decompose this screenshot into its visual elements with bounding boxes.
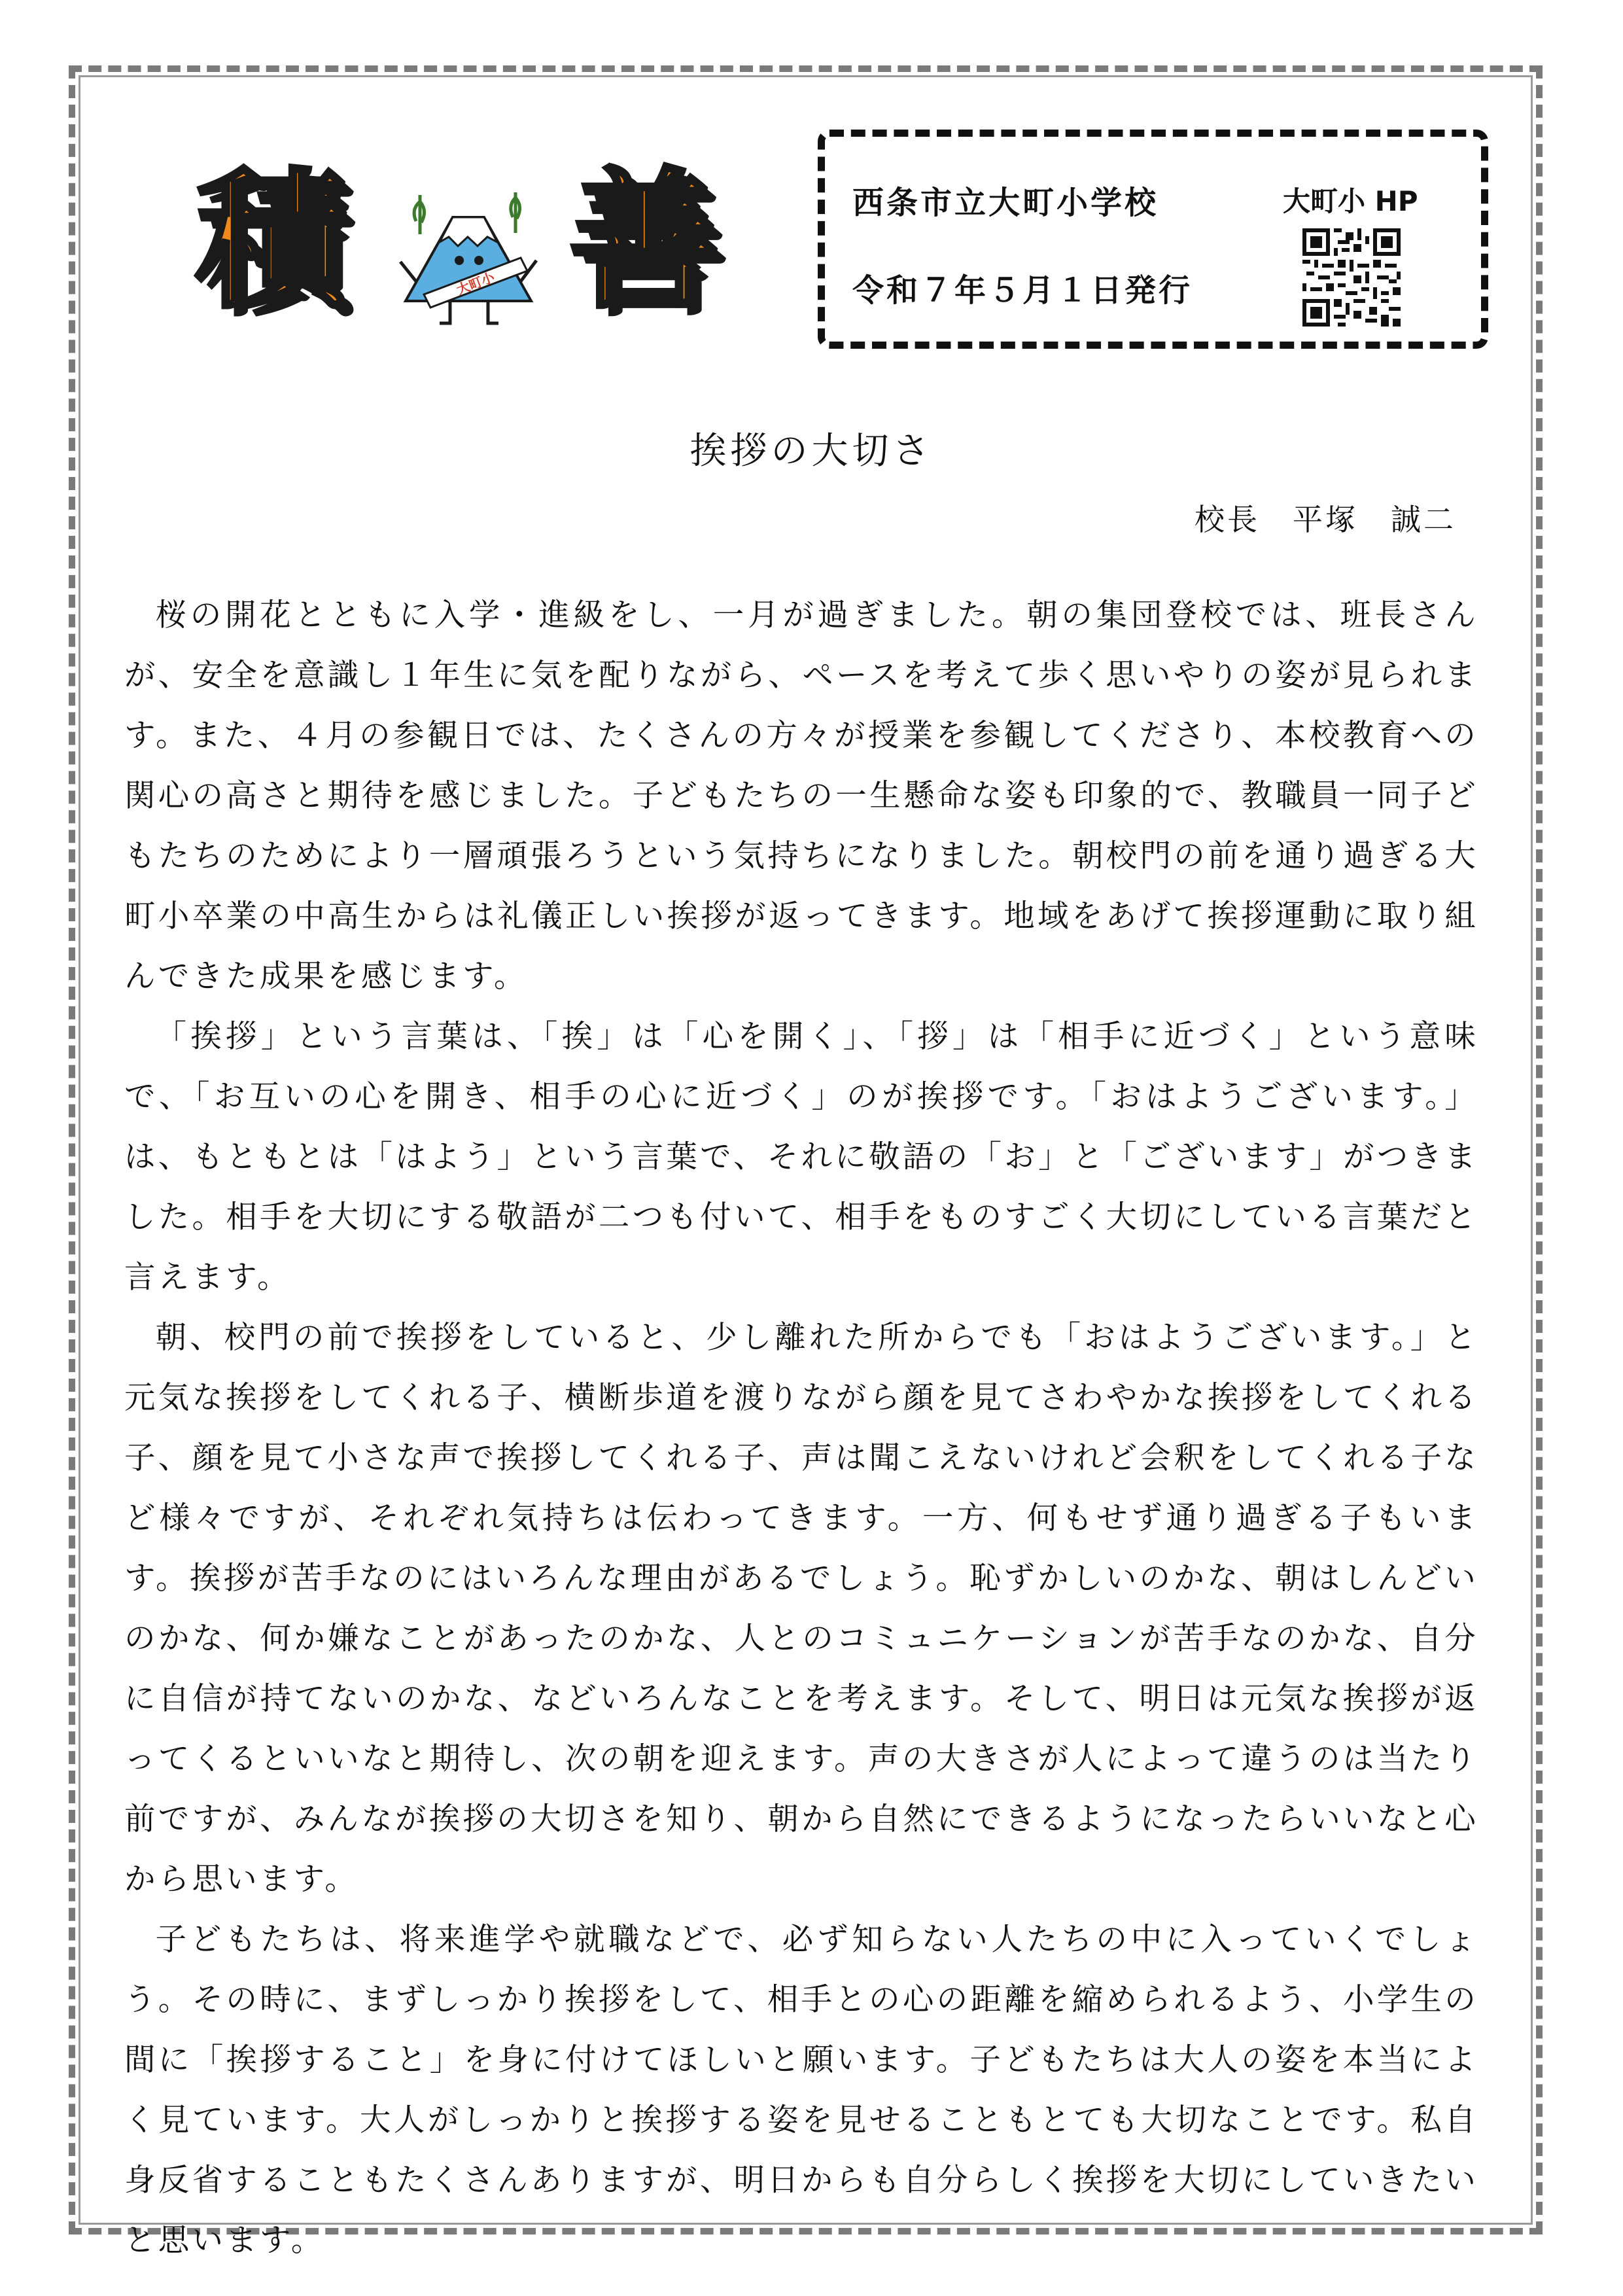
article-title: 挨拶の大切さ <box>689 430 934 472</box>
paragraph-4: 子どもたちは、将来進学や就職などで、必ず知らない人たちの中に入っていくでしょう。その時に、まずしっかり挨拶をして、相手との心の距離を縮められるよう、小学生の間に「挨拶すること」を身に付けてほしいと願います。子どもたちは大人の姿を本当によく見ています。大人がしっかりと挨拶する姿を見せることもとても大切なことです。私自身反省することもたくさんありますが、明日からも自分らしく挨拶を大切にしていきたいと思います。 <box>124 1922 1478 2259</box>
homepage-label: 大町小 HP <box>1283 185 1418 217</box>
issue-date: 令和７年５月１日発行 <box>852 272 1193 309</box>
issue-info-box <box>818 130 1488 349</box>
masthead-title-char-2: 善 <box>569 154 720 329</box>
mascot-sash-text: 大町小 <box>454 269 497 298</box>
mountain-mascot-icon <box>393 190 543 334</box>
masthead-title-char-1: 積 <box>196 154 347 329</box>
paragraph-2: 「挨拶」という言葉は、「挨」は「心を開く」、「拶」は「相手に近づく」という意味で、「お互いの心を開き、相手の心に近づく」のが挨拶です。「おはようございます。」は、もともとは「はよう」という言葉で、それに敬語の「お」と「ございます」がつきました。相手を大切にする敬語が二つも付いて、相手をものすごく大切にしている言葉だと言えます。 <box>124 1019 1478 1296</box>
paragraph-3: 朝、校門の前で挨拶をしていると、少し離れた所からでも「おはようございます。」と元気な挨拶をしてくれる子、横断歩道を渡りながら顔を見てさわやかな挨拶をしてくれる子、顔を見て小さな声で挨拶してくれる子、声は聞こえないけれど会釈をしてくれる子など様々ですが、それぞれ気持ちは伝わってきます。一方、何もせず通り過ぎる子もいます。挨拶が苦手なのにはいろんな理由があるでしょう。恥ずかしいのかな、朝はしんどいのかな、何か嫌なことがあったのかな、人とのコミュニケーションが苦手なのかな、自分に自信が持てないのかな、などいろんなことを考えます。そして、明日は元気な挨拶が返ってくるといいなと期待し、次の朝を迎えます。声の大きさが人によって違うのは当たり前ですが、みんなが挨拶の大切さを知り、朝から自然にできるようになったらいいなと心から思います。 <box>124 1320 1478 1898</box>
paragraph-1: 桜の開花とともに入学・進級をし、一月が過ぎました。朝の集団登校では、班長さんが、安全を意識し１年生に気を配りながら、ペースを考えて歩く思いやりの姿が見られます。また、４月の参観日では、たくさんの方々が授業を参観してくださり、本校教育への関心の高さと期待を感じました。子どもたちの一生懸命な姿も印象的で、教職員一同子どもたちのためにより一層頑張ろうという気持ちになりました。朝校門の前を通り過ぎる大町小卒業の中高生からは礼儀正しい挨拶が返ってきます。地域をあげて挨拶運動に取り組んできた成果を感じます。 <box>124 597 1478 995</box>
school-name: 西条市立大町小学校 <box>852 185 1159 221</box>
article-body <box>124 586 1478 2271</box>
article-author: 校長 平塚 誠二 <box>1195 502 1456 537</box>
qr-code-icon[interactable] <box>1302 228 1401 327</box>
